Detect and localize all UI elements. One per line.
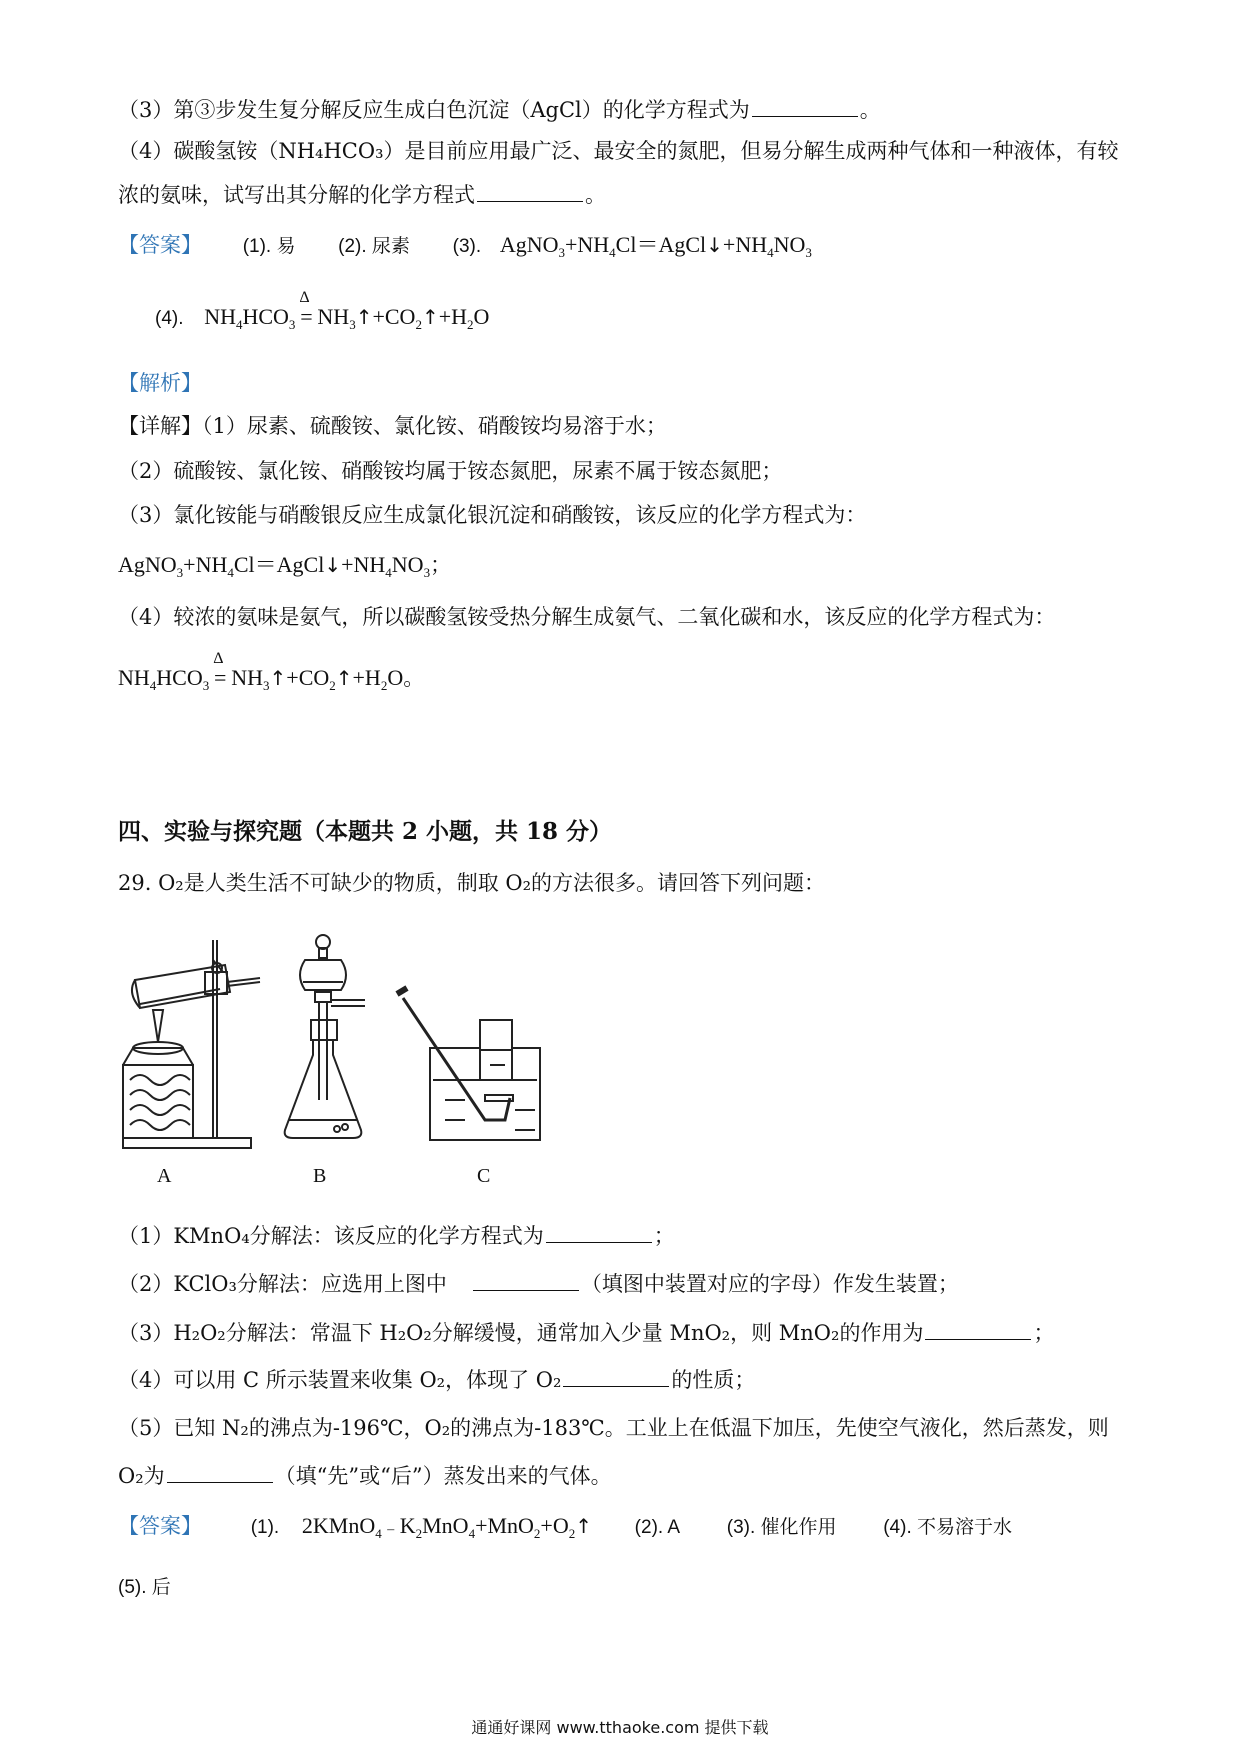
apparatus-a <box>123 940 260 1148</box>
question-4-line1: （4）碳酸氢铵（NH₄HCO₃）是目前应用最广泛、最安全的氮肥，但易分解生成两种气体和一种液体，有较 <box>118 139 1119 163</box>
answer-blank <box>546 1222 652 1243</box>
answer-5: (5). 后 <box>118 1577 171 1598</box>
question-4-text: 浓的氨味，试写出其分解的化学方程式 <box>118 183 475 207</box>
answer-blank <box>563 1366 669 1387</box>
apparatus-figure <box>115 920 635 1190</box>
answer-blank <box>477 181 583 202</box>
answer-3-label: (3). <box>452 236 482 257</box>
analysis-tag: 【解析】 <box>118 371 202 395</box>
page-footer: 通通好课网 www.tthaoke.com 提供下载 <box>471 1718 769 1737</box>
apparatus-c <box>397 988 540 1140</box>
answer-row-1b <box>155 289 490 334</box>
analysis-detail-4: （4）较浓的氨味是氨气，所以碳酸氢铵受热分解生成氨气、二氧化碳和水，该反应的化学方程式为： <box>118 605 1056 629</box>
answer-row-2b <box>118 1571 171 1603</box>
label-b: B <box>313 1165 327 1187</box>
analysis-equation-4: $NH_4HCO_3$ Δ = $NH_3↑+CO_2↑+H_2O$。 <box>118 650 425 693</box>
equation-nh4hco3: $NH_4HCO_3$ Δ = $NH_3↑+CO_2↑+H_2O$ <box>204 289 490 332</box>
punctuation: 。 <box>585 183 606 207</box>
question-29-part-5: （5）已知 N₂的沸点为-196℃，O₂的沸点为-183℃。工业上在低温下加压，先使空气液化，然后蒸发，则 <box>118 1416 1109 1440</box>
label-a: A <box>157 1165 172 1187</box>
question-29-part-1: （1）KMnO₄分解法：该反应的化学方程式为 ； <box>118 1224 675 1248</box>
analysis-detail-3: （3）氯化铵能与硝酸银反应生成氯化银沉淀和硝酸铵，该反应的化学方程式为： <box>118 503 867 527</box>
analysis-equation-3: $AgNO_3+NH_4Cl=AgCl↓+NH_4NO_3$； <box>118 552 452 580</box>
answer-tag: 【答案】 <box>118 1514 202 1538</box>
answer-blank <box>167 1462 273 1483</box>
equation-agno3: $AgNO_3+NH_4Cl=AgCl↓+NH_4NO_3$ <box>499 232 812 260</box>
answer-4: (4). 不易溶于水 <box>883 1517 1013 1538</box>
question-3-text: （3）第③步发生复分解反应生成白色沉淀（AgCl）的化学方程式为 <box>118 98 750 122</box>
question-4-line2 <box>118 180 606 210</box>
equation-kmno4: 2KMnO$_4$ – $K_2MnO_4+MnO_2+O_2↑$ <box>301 1513 592 1541</box>
analysis-detail-2: （2）硫酸铵、氯化铵、硝酸铵均属于铵态氮肥，尿素不属于铵态氮肥； <box>118 459 783 483</box>
question-29-part-3: （3）H₂O₂分解法：常温下 H₂O₂分解缓慢，通常加入少量 MnO₂，则 MnO₂的作用为 ； <box>118 1321 1055 1345</box>
answer-tag: 【答案】 <box>118 233 202 257</box>
question-29-stem: 29. O₂是人类生活不可缺少的物质，制取 O₂的方法很多。请回答下列问题： <box>118 871 826 895</box>
answer-1: (1). 易 <box>242 236 296 257</box>
answer-row-2 <box>118 1511 1012 1545</box>
punctuation: 。 <box>859 98 881 122</box>
answer-2: (2). 尿素 <box>338 236 410 257</box>
label-c: C <box>477 1165 491 1187</box>
answer-3: (3). 催化作用 <box>726 1517 837 1538</box>
section-title: 四、实验与探究题（本题共 2 小题，共 18 分） <box>118 818 613 845</box>
question-29-part-2: （2）KClO₃分解法：应选用上图中 （填图中装置对应的字母）作发生装置； <box>118 1272 959 1296</box>
apparatus-b <box>285 935 365 1138</box>
answer-row-1 <box>118 230 812 262</box>
question-29-part-4: （4）可以用 C 所示装置来收集 O₂，体现了 O₂ 的性质； <box>118 1368 756 1392</box>
question-3 <box>118 95 881 125</box>
question-29-part-5b: O₂为 （填“先”或“后”）蒸发出来的气体。 <box>118 1464 612 1488</box>
answer-blank <box>925 1319 1031 1340</box>
answer-blank <box>473 1270 579 1291</box>
answer-1-label: (1). <box>250 1517 280 1538</box>
analysis-detail-1: 【详解】（1）尿素、硫酸铵、氯化铵、硝酸铵均易溶于水； <box>118 414 667 438</box>
answer-4-label: (4). <box>155 308 184 329</box>
answer-2: (2). A <box>634 1517 681 1538</box>
answer-blank <box>752 96 858 117</box>
